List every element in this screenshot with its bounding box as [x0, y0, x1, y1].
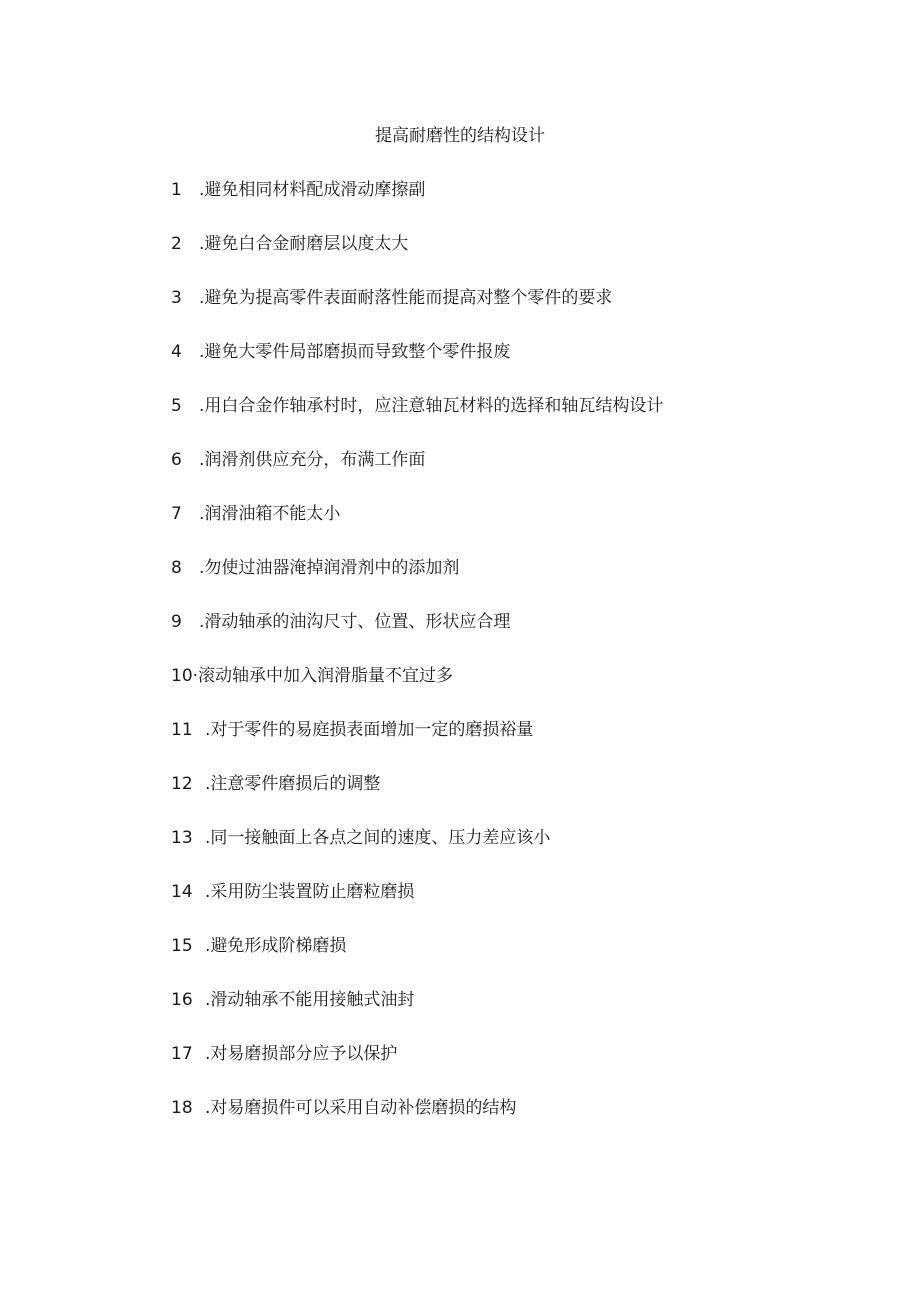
item-text: .避免大零件局部磨损而导致整个零件报废: [199, 342, 511, 362]
list-item: [171, 880, 663, 934]
item-number: 6: [171, 450, 182, 470]
item-text: .注意零件磨损后的调整: [205, 774, 381, 794]
item-text: .滑动轴承的油沟尺寸、位置、形状应合理: [199, 612, 511, 632]
item-list: [171, 178, 663, 1150]
list-item: [171, 772, 663, 826]
item-number: 2: [171, 234, 182, 254]
item-text: .避免相同材料配成滑动摩擦副: [199, 180, 426, 200]
page-title: 提高耐磨性的结构设计: [375, 126, 545, 146]
item-text: .对易磨损件可以采用自动补偿磨损的结构: [205, 1098, 517, 1118]
list-item: [171, 556, 663, 610]
list-item: [171, 826, 663, 880]
item-text: .用白合金作轴承村时，应注意轴瓦材料的选择和轴瓦结构设计: [199, 396, 664, 416]
item-text: .同一接触面上各点之间的速度、压力差应该小: [205, 828, 551, 848]
item-number: 16: [171, 990, 193, 1010]
item-text: .避免为提高零件表面耐落性能而提高对整个零件的要求: [199, 288, 613, 308]
list-item: [171, 286, 663, 340]
list-item: [171, 448, 663, 502]
item-number: 1: [171, 180, 182, 200]
item-text: .滑动轴承不能用接触式油封: [205, 990, 415, 1010]
list-item: [171, 1096, 663, 1150]
item-number: 5: [171, 396, 182, 416]
list-item: [171, 394, 663, 448]
list-item: [171, 340, 663, 394]
list-item: [171, 988, 663, 1042]
list-item: [171, 232, 663, 286]
list-item: [171, 934, 663, 988]
item-text: .避免形成阶梯磨损: [205, 936, 347, 956]
item-number: 8: [171, 558, 182, 578]
item-text: .勿使过油器淹掉润滑剂中的添加剂: [199, 558, 460, 578]
item-text: .采用防尘装置防止磨粒磨损: [205, 882, 415, 902]
item-number: 17: [171, 1044, 193, 1064]
list-item: [171, 718, 663, 772]
item-text: .避免白合金耐磨层以度太大: [199, 234, 409, 254]
item-number: 4: [171, 342, 182, 362]
item-number: 12: [171, 774, 193, 794]
item-text: .润滑油箱不能太小: [199, 504, 341, 524]
item-number: 7: [171, 504, 182, 524]
item-number: 14: [171, 882, 193, 902]
item-number: 18: [171, 1098, 193, 1118]
item-text: .对易磨损部分应予以保护: [205, 1044, 398, 1064]
list-item: [171, 502, 663, 556]
item-text: .对于零件的易庭损表面增加一定的磨损裕量: [205, 720, 534, 740]
list-item: [171, 610, 663, 664]
item-text: .润滑剂供应充分，布满工作面: [199, 450, 426, 470]
item-number: 9: [171, 612, 182, 632]
item-number: 10: [171, 666, 193, 686]
list-item: [171, 1042, 663, 1096]
item-number: 13: [171, 828, 193, 848]
item-number: 3: [171, 288, 182, 308]
list-item: [171, 178, 663, 232]
item-number: 11: [171, 720, 193, 740]
item-number: 15: [171, 936, 193, 956]
item-text: ·滚动轴承中加入润滑脂量不宜过多: [192, 666, 454, 686]
list-item: [171, 664, 663, 718]
